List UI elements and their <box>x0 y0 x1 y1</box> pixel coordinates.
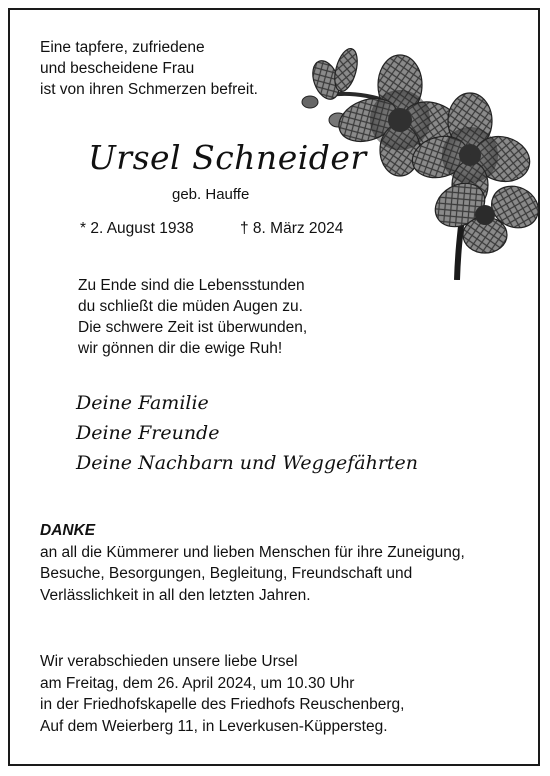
death-date: † 8. März 2024 <box>240 220 344 237</box>
intro-text <box>40 37 258 100</box>
poem <box>78 275 307 359</box>
poem-line: wir gönnen dir die ewige Ruh! <box>78 340 283 357</box>
intro-line: Eine tapfere, zufriedene <box>40 39 205 56</box>
thanks-line: an all die Kümmerer und lieben Menschen für ihre Zuneigung, <box>40 543 465 561</box>
intro-line: ist von ihren Schmerzen befreit. <box>40 81 258 98</box>
service-line: in der Friedhofskapelle des Friedhofs Reuschenberg, <box>40 696 405 713</box>
poem-line: Zu Ende sind die Lebensstunden <box>78 277 305 294</box>
life-dates <box>80 220 344 238</box>
signer-line: Deine Freunde <box>76 422 220 444</box>
service-info <box>40 651 404 737</box>
thanks-section <box>40 520 510 606</box>
signer-line: Deine Familie <box>76 392 209 414</box>
birth-date: * 2. August 1938 <box>80 220 194 237</box>
service-line: Auf dem Weierberg 11, in Leverkusen-Küppersteg. <box>40 717 388 735</box>
intro-line: und bescheidene Frau <box>40 60 195 77</box>
poem-line: Die schwere Zeit ist überwunden, <box>78 319 308 336</box>
signers <box>76 388 418 478</box>
deceased-name: Ursel Schneider <box>88 138 367 177</box>
poem-line: du schließt die müden Augen zu. <box>78 298 303 315</box>
signer-line: Deine Nachbarn und Weggefährten <box>76 452 419 474</box>
birth-name: geb. Hauffe <box>172 186 250 203</box>
service-line: Wir verabschieden unsere liebe Ursel <box>40 653 298 670</box>
thanks-line: Verlässlichkeit in all den letzten Jahren. <box>40 586 311 604</box>
service-line: am Freitag, dem 26. April 2024, um 10.30 Uhr <box>40 674 355 692</box>
thanks-heading: DANKE <box>40 522 96 539</box>
thanks-line: Besuche, Besorgungen, Begleitung, Freundschaft und <box>40 565 413 582</box>
